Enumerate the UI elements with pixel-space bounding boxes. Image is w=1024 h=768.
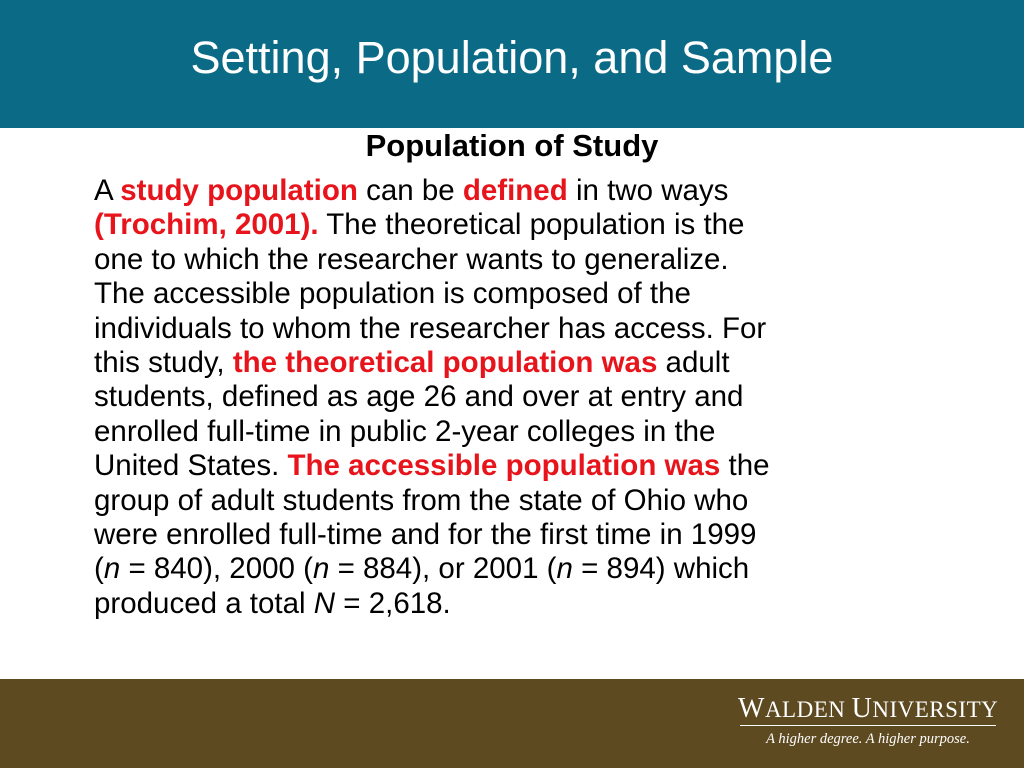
section-heading: Population of Study bbox=[365, 128, 659, 163]
logo-letters: NIVERSITY bbox=[872, 697, 999, 722]
text-run: The theoretical population is the bbox=[318, 208, 745, 242]
italic-n: n bbox=[103, 552, 121, 586]
logo-letter: W bbox=[738, 693, 765, 724]
text-run: = 2,618. bbox=[335, 586, 451, 620]
text-run: this study, bbox=[94, 346, 233, 380]
body-line-11: were enrolled full-time and for the first time in 1999 bbox=[94, 518, 757, 552]
italic-n: n bbox=[556, 552, 573, 586]
highlight-defined: defined bbox=[462, 174, 568, 207]
highlight-study-population: study population bbox=[120, 174, 358, 207]
text-run: = 894) which bbox=[572, 552, 750, 586]
body-paragraph bbox=[94, 174, 994, 621]
text-run: United States. bbox=[94, 449, 288, 483]
body-line-7: students, defined as age 26 and over at entry and bbox=[94, 380, 744, 414]
logo-letter: U bbox=[851, 693, 873, 724]
logo-tagline: A higher degree. A higher purpose. bbox=[766, 731, 970, 747]
body-line-5: individuals to whom the researcher has access. For bbox=[94, 311, 767, 345]
text-run: in two ways bbox=[567, 174, 729, 207]
walden-university-logo bbox=[738, 693, 999, 747]
text-run: A bbox=[94, 174, 121, 207]
italic-n: n bbox=[312, 552, 330, 586]
slide-title: Setting, Population, and Sample bbox=[190, 32, 834, 83]
highlight-theoretical-population: the theoretical population was bbox=[232, 346, 658, 380]
logo-letters: ALDEN bbox=[764, 697, 852, 722]
text-run: = 884), or 2001 ( bbox=[329, 552, 557, 586]
body-line-10: group of adult students from the state of Ohio who bbox=[94, 483, 749, 517]
body-line-1 bbox=[94, 174, 994, 208]
body-line-9 bbox=[94, 449, 994, 483]
text-run: produced a total bbox=[94, 586, 314, 620]
footer-bar bbox=[0, 679, 1024, 768]
logo-wordmark bbox=[738, 693, 999, 724]
highlight-accessible-population: The accessible population was bbox=[287, 449, 721, 483]
body-line-2 bbox=[94, 208, 994, 242]
text-run: adult bbox=[657, 346, 730, 380]
body-line-4: The accessible population is composed of the bbox=[94, 277, 691, 311]
text-run: ( bbox=[94, 552, 104, 586]
text-run: can be bbox=[357, 174, 463, 207]
body-line-13 bbox=[94, 587, 994, 621]
body-line-3: one to which the researcher wants to generalize. bbox=[94, 242, 729, 276]
title-bar bbox=[0, 0, 1024, 128]
highlight-citation: (Trochim, 2001). bbox=[94, 208, 319, 242]
italic-N: N bbox=[313, 586, 336, 620]
body-line-8: enrolled full-time in public 2-year colleges in the bbox=[94, 414, 716, 448]
body-line-12 bbox=[94, 552, 994, 586]
body-line-6 bbox=[94, 346, 994, 380]
text-run: the bbox=[720, 449, 770, 483]
text-run: = 840), 2000 ( bbox=[120, 552, 313, 586]
logo-divider bbox=[740, 725, 996, 726]
